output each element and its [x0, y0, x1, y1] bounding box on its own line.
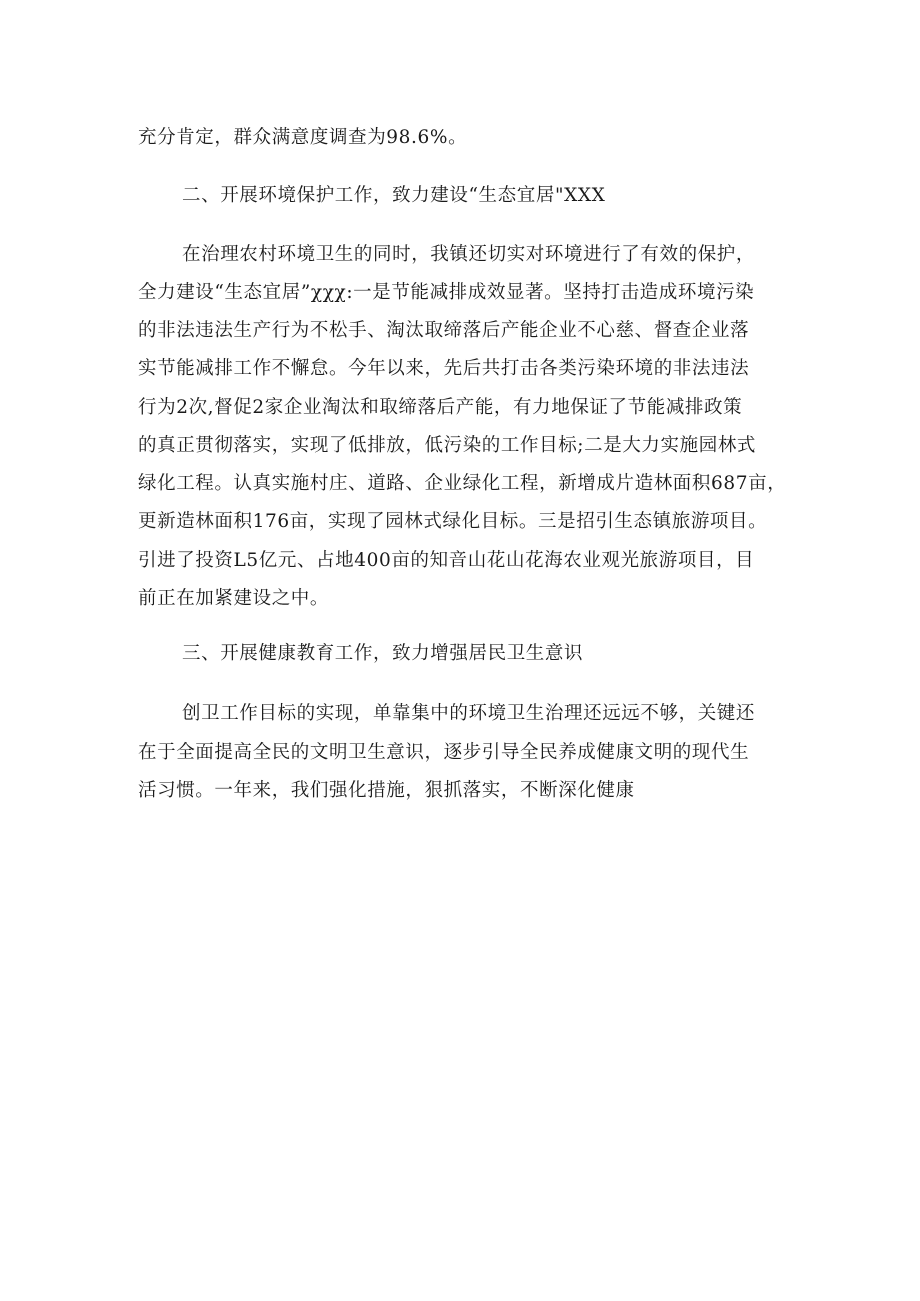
paragraph-line: 前正在加紧建设之中。: [138, 588, 330, 609]
paragraph-line: 引进了投资L5亿元、占地400亩的知音山花山花海农业观光旅游项目，目: [138, 550, 755, 571]
paragraph-line: 的真正贯彻落实，实现了低排放，低污染的工作目标;二是大力实施园林式: [138, 435, 757, 456]
paragraph-line: 全力建设“生态宜居”χχχ:一是节能减排成效显著。坚持打击造成环境污染: [138, 282, 755, 303]
paragraph-line: 的非法违法生产行为不松手、淘汰取缔落后产能企业不心慈、督查企业落: [138, 320, 750, 341]
paragraph-line: 行为2次,督促2家企业淘汰和取缔落后产能，有力地保证了节能减排政策: [138, 397, 743, 418]
paragraph-line: 更新造林面积176亩，实现了园林式绿化目标。三是招引生态镇旅游项目。: [138, 511, 768, 532]
paragraph-line: 实节能减排工作不懈怠。今年以来，先后共打击各类污染环境的非法违法: [138, 358, 750, 379]
paragraph-line: 在于全面提高全民的文明卫生意识，逐步引导全民养成健康文明的现代生: [138, 742, 750, 763]
paragraph-line: 充分肯定，群众满意度调查为98.6%。: [138, 127, 468, 148]
section-heading-3: 三、开展健康教育工作，致力增强居民卫生意识: [182, 643, 584, 664]
section-heading-2: 二、开展环境保护工作，致力建设“生态宜居"XXX: [182, 185, 606, 206]
paragraph-line: 活习惯。一年来，我们强化措施，狠抓落实，不断深化健康: [138, 780, 635, 801]
paragraph-line: 创卫工作目标的实现，单靠集中的环境卫生治理还远远不够，关键还: [182, 703, 756, 724]
paragraph-line: 在治理农村环境卫生的同时，我镇还切实对环境进行了有效的保护，: [182, 244, 756, 265]
paragraph-line: 绿化工程。认真实施村庄、道路、企业绿化工程，新增成片造林面积687亩，: [138, 473, 787, 494]
